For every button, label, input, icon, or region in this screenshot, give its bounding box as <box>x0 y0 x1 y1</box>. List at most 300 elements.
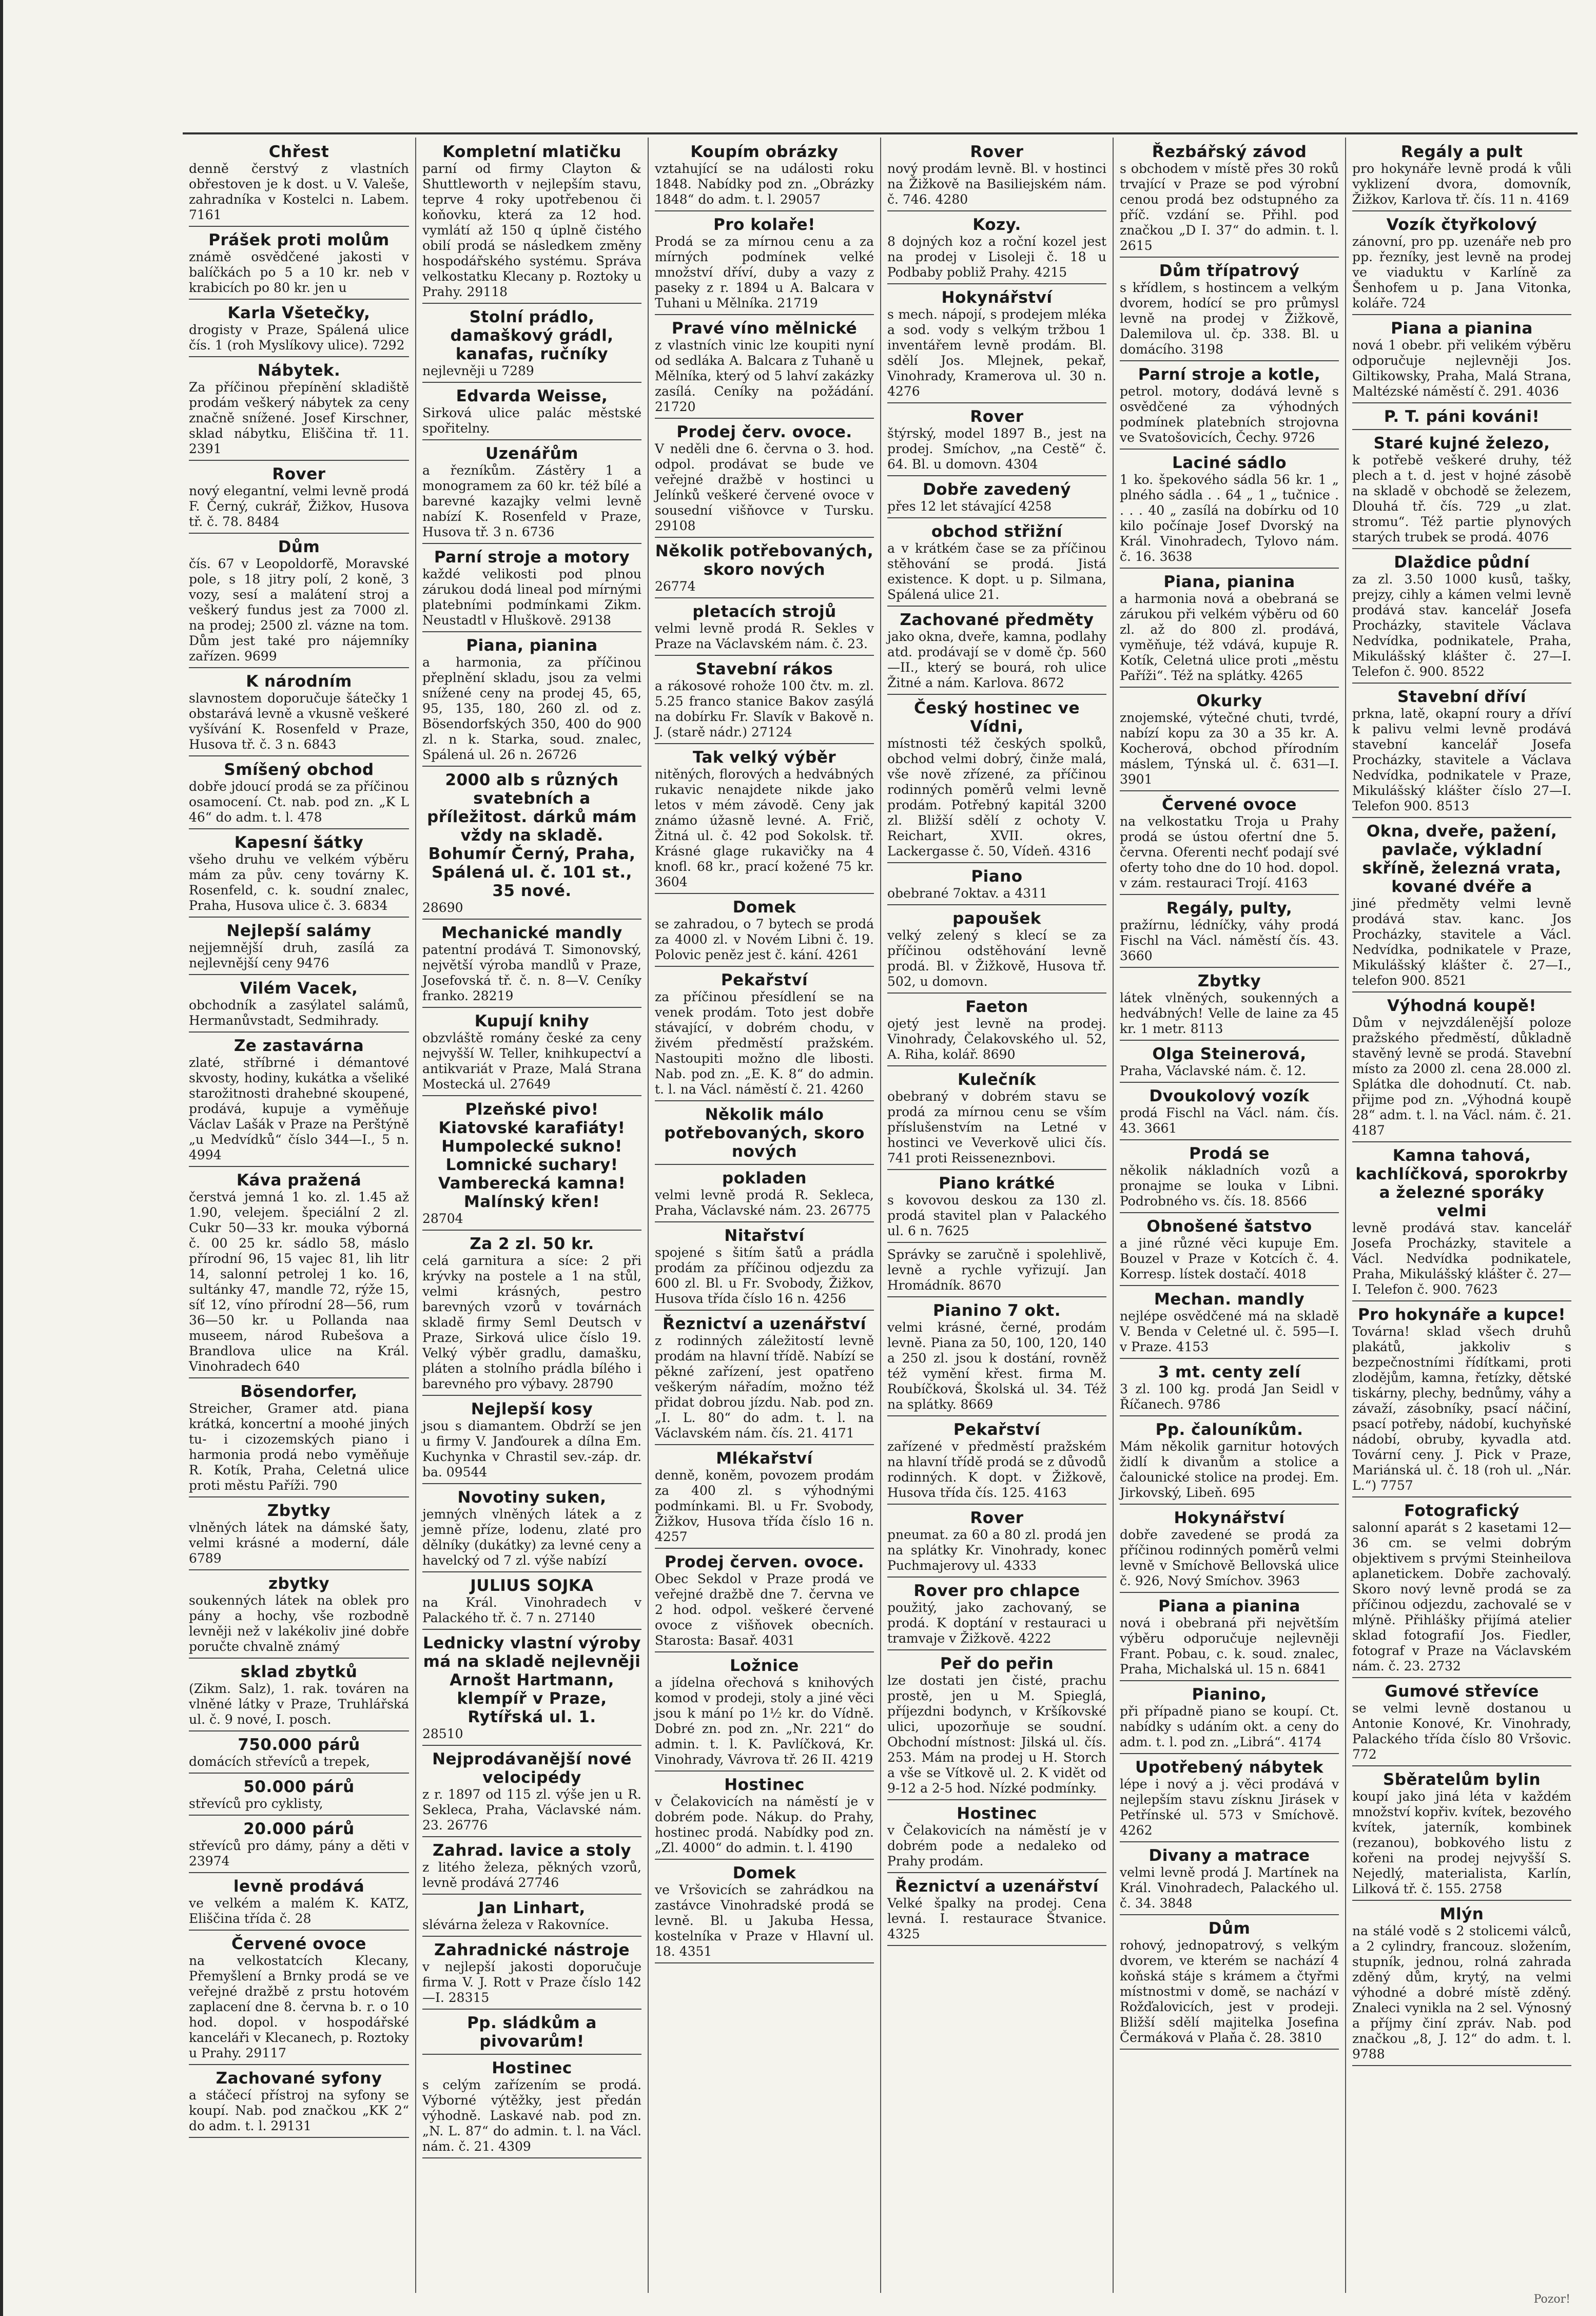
classified-ad <box>1352 1144 1571 1301</box>
page-edge <box>0 0 3 2316</box>
classified-ad <box>655 1224 874 1311</box>
classified-ad <box>1120 260 1339 361</box>
ad-heading: Ložnice <box>730 1657 799 1675</box>
ad-body: velmi levně prodá R. Sekleca, Praha, Václavské nám. 23. 26775 <box>655 1188 874 1218</box>
ad-heading: Koupím obrázky <box>690 143 839 161</box>
ad-heading: Stolní prádlo, damaškový grádl, kanafas, ručníky <box>450 308 614 363</box>
ad-heading: Červené ovoce <box>231 1935 366 1953</box>
ad-heading: Zachované syfony <box>216 2069 382 2088</box>
ad-body: koupí jako jiná léta v každém množství kopřiv. kvítek, bezového kvítek, jaterník, kombinek (rezanou), bobkového listu z kořeni na prodej nejvyšší S. Nejedlý, materialista, Karlín, Lilková tř. č. 155. 2758 <box>1352 1789 1571 1896</box>
ad-body: za zl. 3.50 1000 kusů, tašky, prejzy, cihly a kámen velmi levně prodává stav. kancelář Josefa Procházky, stavitele Václava Nedvídka, podnikatele, Praha, Mikulášský klášter č. 27—I. Telefon č. 900. 8522 <box>1352 572 1571 679</box>
ad-body: nová 1 obebr. při velikém výběru odporučuje nejlevněji Jos. Giltikowsky, Praha, Malá Strana, Maltézské náměstí č. 291. 4036 <box>1352 338 1571 399</box>
footer-stub: Pozor! <box>1533 2293 1570 2306</box>
ad-body: celá garnitura a síce: 2 při krývky na postele a 1 na stůl, velmi krásných, pestro barevných vzorů v továrnách skladě firmy Seml Deutsch v Praze, Sirková ulice číslo 19. Velký výběr gradlu, damašku, pláten a stolního prádla bílého i barevného pro výbavy. 28790 <box>422 1253 641 1391</box>
ad-heading: Prodej červ. ovoce. <box>676 423 852 441</box>
classified-ad <box>1352 317 1571 403</box>
classified-ad <box>1120 1288 1339 1359</box>
ad-heading: K národním <box>246 672 352 691</box>
classified-ad <box>1352 820 1571 992</box>
ad-body: pneumat. za 60 a 80 zl. prodá jen na splátky Kr. Vinohrady, konec Puchmajerovy ul. 4333 <box>887 1527 1106 1573</box>
classified-ad <box>422 141 641 304</box>
ad-heading: Řeznictví a uzenářství <box>895 1877 1099 1896</box>
classified-ad <box>189 536 409 668</box>
classified-ad <box>1352 1680 1571 1766</box>
ad-heading: Ze zastavárna <box>233 1037 364 1055</box>
ad-heading: obchod střižní <box>931 522 1063 541</box>
column-5 <box>1113 138 1345 2293</box>
ad-body: s celým zařízením se prodá. Výborné výtěžky, jest předán výhodně. Laskavé nab. pod zn. „N. L. 87“ do admin. t. l. na Václ. nám. č. 21. 4309 <box>422 2077 641 2154</box>
ad-heading: Řeznictví a uzenářství <box>663 1315 866 1333</box>
ad-heading: Regály a pult <box>1400 143 1523 161</box>
ad-body: a řezníkům. Zástěry 1 a monogramem za 60 kr. též bílé a barevné kazajky velmi levně nabízí K. Rosenfeld v Praze, Husova tř. 3 n. 6736 <box>422 463 641 539</box>
ad-body: lze dostati jen čisté, prachu prostě, jen u M. Spieglá, příjezdni bodynch, v Kršíkovské ulici, upozorňuje se soudní. Obchodní místnost: Jilská ul. čís. 253. Mám na prodej u H. Storch a vše se Vítkově ul. 2. K vidět od 9-12 a 2-5 hod. Nízké podmínky. <box>887 1673 1106 1796</box>
ad-heading: Prášek proti molům <box>208 231 390 249</box>
ad-body: 1 ko. špekového sádla 56 kr. 1 „ plného sádla . . 64 „ 1 „ tučnice . . . . 40 „ zasílá na dobírku od 10 kilo počínaje Josef Dvorský na Král. Vinohradech, Tylovo nám. č. 16. 3638 <box>1120 472 1339 564</box>
classified-ad <box>1352 1768 1571 1901</box>
ad-heading: Kapesní šátky <box>234 833 364 852</box>
classified-ad <box>189 670 409 756</box>
ad-heading: Divany a matrace <box>1149 1846 1310 1865</box>
ad-body: na stálé vodě s 2 stolicemi válců, a 2 cylindry, francouz. složením, stupník, jednou, rolná zahrada zděný dům, krytý, na velmi výhodné a dobré místě zděný. Znaleci vynikla na 2 sel. Výnosný a příjmy činí zpráv. Nab. pod značkou „8, J. 12“ do adm. t. l. 9788 <box>1352 1923 1571 2061</box>
ad-body: známě osvědčené jakosti v balíčkách po 5 a 10 kr. neb v krabicích po 80 kr. jen u <box>189 249 409 295</box>
ad-heading: Několik potřebovaných, skoro nových <box>655 542 874 579</box>
classified-ad <box>887 1507 1106 1578</box>
ad-heading: Zahrad. lavice a stoly <box>432 1841 632 1860</box>
ad-body: nový elegantní, velmi levně prodá F. Černý, cukrář, Žižkov, Husova tř. č. 78. 8484 <box>189 483 409 529</box>
ad-body: všeho druhu ve velkém výběru mám za pův. ceny továrny K. Rosenfeld, c. k. soudní znalec, Praha, Husova ulice č. 3. 6834 <box>189 852 409 913</box>
ad-body: nejlevněji u 7289 <box>422 363 534 378</box>
ad-heading: Piana a pianina <box>1391 319 1533 338</box>
ad-body: Prodá se za mírnou cenu a za mírných podmínek velké množství dříví, duby a vazy z paseky z r. 1894 u A. Balcara v Tuhani u Mělníka. 21719 <box>655 234 874 310</box>
ad-heading: Dům <box>278 538 320 556</box>
ad-body: velmi krásné, černé, prodám levně. Piana za 50, 100, 120, 140 a 250 zl. jsou k dostání, rovněž též vymění křest. firma M. Roubíčková, Školská ul. 34. Též na splátky. 8669 <box>887 1320 1106 1412</box>
ad-heading: Mlýn <box>1439 1905 1484 1923</box>
classified-ad <box>1352 686 1571 818</box>
classified-ad <box>1352 405 1571 430</box>
ad-body: z rodinných záležitostí levně prodám na hlavní třídě. Nabízí se pěkné zařízení, jest opatřeno veškerým nářadím, možno též přidat dobrou jízdu. Nab. pod zn. „I. L. 80“ do adm. t. l. na Václavském nám. čís. 21. 4171 <box>655 1333 874 1441</box>
classified-ad <box>887 697 1106 863</box>
ad-body: Velké špalky na prodej. Cena levná. I. restaurace Štvanice. 4325 <box>887 1896 1106 1941</box>
classified-ad <box>1120 1756 1339 1842</box>
classified-ad <box>1120 1142 1339 1213</box>
ad-body: látek vlněných, soukenných a hedvábných! Velle de laine za 45 kr. 1 metr. 8113 <box>1120 990 1339 1036</box>
ad-body: salonní aparát s 2 kasetami 12—36 cm. se velmi dobrým objektivem s prvými Steinheilova aplanetickem. Dobře zachovalý. Skoro nový levně prodá se za příčinou odjezdu, zachovalé se v mlýně. Přihlášky přijímá atelier sklad fotografií Jos. Fiedler, fotograf v Praze na Václavském nám. č. 23. 2732 <box>1352 1520 1571 1673</box>
ad-body: jiné předměty velmi levně prodává stav. kanc. Jos Procházky, stavitele a Václ. Nedvídka, podnikatele v Praze, Mikulášský klášter č. 27—I., telefon 900. 8521 <box>1352 896 1571 988</box>
ad-body: nitěných, florových a hedvábných rukavic nenajdete nikde jako letos v mém závodě. Ceny jak známo úžasně levné. A. Frič, Žitná ul. č. 42 pod Sokolsk. tř. Krásné glage rukavičky na 4 knofl. 68 kr., prací kožené 75 kr. 3604 <box>655 767 874 889</box>
classified-ad <box>1120 571 1339 688</box>
ad-heading: pletacích strojů <box>692 602 836 621</box>
ad-body: k potřebě veškeré druhy, též plech a t. d. jest v hojné zásobě na skladě v obchodě se železem, Dlouhá tř. čís. 729 „u zlat. stromu“. Též partie plynových starých trubek se prodá. 4076 <box>1352 453 1571 544</box>
ad-body: ve Vršovicích se zahrádkou na zastávce Vinohradské prodá se levně. Bl. u Jakuba Hessa, kostelníka v Praze v Hlavní ul. 18. 4351 <box>655 1882 874 1959</box>
ad-body: a jídelna ořechová s knihových komod v prodeji, stoly a jiné věci jsou k mání po 1½ kr. do Vídně. Dobré zn. pod zn. „Nr. 221“ do admin. t. l. K. Pavlíčková, Kr. Vinohrady, Vávrova tř. 26 II. 4219 <box>655 1675 874 1767</box>
ad-heading: Stavební dříví <box>1397 688 1526 706</box>
classified-ad <box>422 922 641 1008</box>
ad-heading: Vilém Vacek, <box>240 979 358 998</box>
classified-ad <box>189 141 409 227</box>
classified-ad <box>1120 1361 1339 1416</box>
ad-body: zlaté, stříbrné i démantové skvosty, hodiny, kukátka a všeliké starožitnosti drahebné skoupené, prodává, kupuje a vyměňuje Václav Lašák v Praze na Perštýně „u Medvídků“ číslo 344—I., 5 n. 4994 <box>189 1055 409 1162</box>
ad-heading: Chřest <box>268 143 329 161</box>
ad-body: na velkostatku Troja u Prahy prodá se ústou ofertní dne 5. června. Oferenti nechť podají své oferty toho dne do 10 hod. dopol. v zám. restauraci Trojí. 4163 <box>1120 814 1339 890</box>
classified-ad <box>887 996 1106 1066</box>
classified-ad <box>655 896 874 967</box>
ad-heading: Parní stroje a kotle, <box>1138 365 1321 384</box>
ad-body: štýrský, model 1897 B., jest na prodej. Smíchov, „na Cestě“ č. 64. Bl. u domovn. 4304 <box>887 426 1106 472</box>
classified-ad <box>887 141 1106 211</box>
classified-ad <box>422 306 641 383</box>
ad-body: Za příčinou přepínění skladiště prodám veškerý nábytek za ceny značně snížené. Josef Kirschner, sklad nábytku, Eliščina tř. 11. 2391 <box>189 380 409 456</box>
classified-ad <box>422 769 641 920</box>
ad-body: a harmonia nová a obebraná se zárukou při velkém výběru od 60 zl. až do 800 zl. prodává, vyměňuje, též vdává, kupuje R. Kotík, Celetná ulice proti „městu Paříži“. Též na splátky. 4265 <box>1120 591 1339 683</box>
classified-ad <box>655 1447 874 1549</box>
classified-ad <box>189 359 409 461</box>
ad-heading: Kulečník <box>958 1071 1036 1089</box>
ad-body: ve velkém a malém K. KATZ, Eliščina třída č. 28 <box>189 1896 409 1926</box>
ad-heading: Pp. sládkům a pivovarům! <box>467 2014 597 2051</box>
ad-body: velmi levně prodá R. Sekles v Praze na Václavském nám. č. 23. <box>655 621 874 651</box>
ad-body: v Čelakovicích na náměstí je v dobrém pode. Nákup. do Prahy, hostinec prodá. Nabídky pod zn. „Zl. 4000“ do admin. t. l. 4190 <box>655 1794 874 1855</box>
ad-body: použitý, jako zachovaný, se prodá. K doptání v restauraci u tramvaje v Žižkově. 4222 <box>887 1600 1106 1646</box>
ad-body: střevíců pro dámy, pány a děti v 23974 <box>189 1838 409 1869</box>
ad-body: Streicher, Gramer atd. piana krátká, koncertní a moohé jiných tu- i cizozemských piano i harmonia prodá nebo vyměňuje R. Kotík, Praha, Celetná ulice proti městu Paříži. 790 <box>189 1401 409 1493</box>
ad-body: s mech. nápojí, s prodejem mléka a sod. vody s velkým tržbou 1 inventářem levně prodám. Bl. sdělí Jos. Mlejnek, pekař, Vinohrady, Kramerova ul. 30 n. 4276 <box>887 307 1106 399</box>
ad-body: z r. 1897 od 115 zl. výše jen u R. Sekleca, Praha, Václavské nám. 23. 26776 <box>422 1787 641 1833</box>
classified-ad <box>887 286 1106 403</box>
ad-heading: Regály, pulty, <box>1166 899 1293 918</box>
classified-ad <box>189 2067 409 2138</box>
column-3 <box>648 138 880 2293</box>
ad-body: z litého železa, pěkných vzorů, levně prodává 27746 <box>422 1860 641 1890</box>
ad-body: 8 dojných koz a roční kozel jest na prodej v Lisoleji č. 18 u Podbaby pobliž Prahy. 4215 <box>887 234 1106 280</box>
ad-body: na Král. Vinohradech v Palackého tř. č. 7 n. 27140 <box>422 1595 641 1625</box>
classified-ad <box>189 1734 409 1774</box>
ad-body: Obec Sekdol v Praze prodá ve veřejné dražbě dne 7. června ve 2 hod. odpol. veškeré červené ovoce z višňovek obecních. Starosta: Basař. 4031 <box>655 1571 874 1648</box>
ad-body: obzvláště romány české za ceny nejvyšší W. Teller, knihkupectví a antikvariát v Praze, Malá Strana Mostecká ul. 27649 <box>422 1030 641 1092</box>
classified-ad <box>422 546 641 632</box>
classified-ad <box>655 1313 874 1445</box>
classified-ad <box>189 302 409 357</box>
ad-heading: Domek <box>732 1864 796 1882</box>
classified-ad <box>1120 1043 1339 1083</box>
ad-body: prodá Fischl na Václ. nám. čís. 43. 3661 <box>1120 1105 1339 1136</box>
classified-ad <box>887 865 1106 905</box>
ad-heading: Jan Linhart, <box>478 1899 586 1917</box>
ad-heading: levně prodává <box>233 1877 365 1896</box>
ad-heading: Faeton <box>965 998 1028 1016</box>
ad-body: obchodník a zasýlatel salámů, Hermanůvstadt, Sedmihrady. <box>189 998 409 1028</box>
ad-body: petrol. motory, dodává levně s osvědčené za výhodných podmínek platebních strojovna ve Svatošovicích, Čechy. 9726 <box>1120 384 1339 445</box>
ad-heading: Prodá se <box>1189 1144 1270 1163</box>
classified-ad <box>887 1245 1106 1297</box>
ad-body: v nejlepší jakosti doporučuje firma V. J. Rott v Praze číslo 142—I. 28315 <box>422 1959 641 2005</box>
classified-ad <box>1352 995 1571 1142</box>
ad-heading: Pro hokynáře a kupce! <box>1357 1306 1566 1324</box>
classified-ad <box>189 1933 409 2065</box>
ad-heading: Nejlepší kosy <box>471 1400 593 1418</box>
ad-heading: Bösendorfer, <box>240 1383 358 1401</box>
ad-body: 28690 <box>422 900 463 915</box>
classified-ad <box>887 907 1106 994</box>
ad-heading: Edvarda Weisse, <box>456 387 608 405</box>
classified-ad <box>422 1748 641 1837</box>
ad-heading: Piana a pianina <box>1158 1597 1300 1616</box>
ad-heading: papoušek <box>952 909 1041 928</box>
ad-body: za příčinou přesídlení se na venek prodám. Toto jest dobře stávající, v dobrém chodu, v živém předměstí pražském. Nastoupiti možno dle libosti. Nab. pod zn. „E. K. 8“ do admin. t. l. na Václ. náměstí č. 21. 4260 <box>655 989 874 1097</box>
ad-heading: Hostinec <box>492 2059 572 2077</box>
ad-heading: Rover <box>970 407 1024 426</box>
classified-ad <box>1120 690 1339 791</box>
classified-ad <box>1120 1917 1339 2050</box>
classified-ad <box>655 600 874 656</box>
classified-ad <box>1352 1500 1571 1678</box>
ad-heading: Pianino, <box>1192 1685 1267 1704</box>
classified-ad <box>1120 970 1339 1041</box>
ad-body: Mám několik garnitur hotových židlí k divanům a stolice a čalounické stolice na prodej. Em. Jirkovský, Libeň. 695 <box>1120 1439 1339 1500</box>
classified-ad <box>422 1574 641 1630</box>
ad-body: se velmi levně dostanou u Antonie Konové, Kr. Vinohrady, Palackého třída číslo 80 Vršovic. 772 <box>1352 1701 1571 1762</box>
ad-body: jemných vlněných látek a z jemně příze, lodenu, zlaté pro dělníky (dukátky) za levné ceny a havelcký od 7 zl. výše nabízí <box>422 1507 641 1568</box>
ad-heading: Kozy. <box>972 216 1021 234</box>
classified-ad <box>422 442 641 544</box>
classified-ad <box>1352 1903 1571 2066</box>
ad-body: parní od firmy Clayton & Shuttleworth v nejlepším stavu, teprve 4 roky upotřebenou či koňovku, která za 12 hod. vymlátí až 150 q úplně čistého obilí prodá se následkem změny hospodářského systému. Správa velkostatku Klecany p. Roztoky u Prahy. 29118 <box>422 161 641 299</box>
ad-body: nová i obebraná při největším výběru odporučuje nejlevněji Frant. Pobau, c. k. soud. znalec, Praha, Michalská ul. 15 n. 6841 <box>1120 1616 1339 1677</box>
ad-body: jsou s diamantem. Obdrží se jen u firmy V. Janďourek a dílna Em. Kuchynka v Chrastil sev.-záp. dr. ba. 09544 <box>422 1418 641 1480</box>
classified-ad <box>422 1897 641 1937</box>
ad-body: spojené s šitím šatů a prádla prodám za příčinou odjezdu za 600 zl. Bl. u Fr. Svobody, Žižkov, Husova třída číslo 16 n. 4256 <box>655 1245 874 1306</box>
ad-body: slavnostem doporučuje šátečky 1 obstarává levně a vkusně veškeré vyšívání K. Rosenfeld v Praze, Husova tř. č. 3 n. 6843 <box>189 691 409 752</box>
ad-body: každé velikosti pod plnou zárukou dodá lineal pod mírnými platebními podmínkami Zikm. Neustadtl v Hluškově. 29138 <box>422 567 641 628</box>
classified-ad <box>887 1068 1106 1170</box>
ad-heading: Pianino 7 okt. <box>933 1301 1061 1320</box>
ad-heading: Okna, dveře, pažení, pavlače, výkladní skříně, železná vrata, kované dvéře a <box>1362 822 1562 896</box>
ad-heading: Mechanické mandly <box>441 924 622 942</box>
ad-heading: Pravé víno mělnické <box>671 319 858 338</box>
ad-body: obebraný v dobrém stavu se prodá za mírnou cenu se vším příslušenstvím na Letné v hostinci ve Veverkově ulici čís. 741 proti Reisseneznbovi. <box>887 1089 1106 1165</box>
classified-ad <box>189 831 409 918</box>
classified-ad <box>422 2057 641 2158</box>
classified-ad <box>887 609 1106 695</box>
ad-body: znojemské, výtečné chuti, tvrdé, nabízí kopu za 30 a 35 kr. A. Kocherová, obchod přírodním máslem, Týnská ul. č. 631—I. 3901 <box>1120 710 1339 787</box>
classified-ad <box>189 1380 409 1497</box>
classified-ad <box>655 1862 874 1963</box>
ad-heading: Gumové střevíce <box>1385 1682 1539 1701</box>
ad-body: a stáčecí přístroj na syfony se koupí. Nab. pod značkou „KK 2“ do adm. t. l. 29131 <box>189 2088 409 2133</box>
ad-body: z vlastních vinic lze koupiti nyní od sedláka A. Balcara z Tuhaně u Mělníka, který od 5 lahví zakázky zasílá. Ceníky na požádání. 21720 <box>655 338 874 414</box>
ad-heading: sklad zbytků <box>240 1663 358 1681</box>
classified-ad <box>1120 1844 1339 1915</box>
classified-ad <box>887 1652 1106 1800</box>
top-rule <box>183 132 1578 134</box>
ad-body: jako okna, dveře, kamna, podlahy atd. prodávají se v domě čp. 560—II., který se bourá, roh ulice Žitné a nám. Karlova. 8672 <box>887 629 1106 690</box>
classified-ad <box>655 317 874 419</box>
ad-body: Praha, Václavské nám. č. 12. <box>1120 1063 1307 1078</box>
classified-ad <box>189 229 409 300</box>
ad-body: soukenných látek na oblek pro pány a hochy, vše rozbodně levněji než v lakékoliv jiné dobře poručte chvalně známý <box>189 1593 409 1654</box>
classified-columns <box>183 138 1578 2293</box>
ad-heading: Dvoukolový vozík <box>1149 1087 1310 1105</box>
ad-heading: Hostinec <box>957 1804 1037 1823</box>
ad-heading: Nejprodávanější nové velocipédy <box>432 1750 632 1787</box>
classified-ad <box>422 1839 641 1895</box>
ad-body: V neděli dne 6. června o 3. hod. odpol. prodávat se bude ve veřejné dražbě v hostinci u Jelínků veškeré červené ovoce v sousední višňovce v Tursku. 29108 <box>655 441 874 533</box>
ad-body: 28704 <box>422 1211 463 1226</box>
ad-heading: Okurky <box>1196 692 1262 710</box>
ad-body: čís. 67 v Leopoldorfě, Moravské pole, s 18 jitry polí, 2 koně, 3 vozy, sesí a malátení stroj a veškerý fundus jest za 7000 zl. na prodej; 2500 zl. vázne na tom. Dům jest také pro nájemníky zařízen. 9699 <box>189 556 409 664</box>
ad-heading: JULIUS SOJKA <box>470 1577 594 1595</box>
classified-ad <box>422 1233 641 1396</box>
classified-ad <box>1120 897 1339 968</box>
ad-body: nejlépe osvědčené má na skladě V. Benda v Celetné ul. č. 595—I. v Praze. 4153 <box>1120 1309 1339 1354</box>
classified-ad <box>189 758 409 829</box>
classified-ad <box>887 1802 1106 1873</box>
ad-heading: Tak velký výběr <box>692 748 836 767</box>
ad-heading: Obnošené šatstvo <box>1146 1217 1312 1236</box>
classified-ad <box>655 1167 874 1222</box>
classified-ad <box>422 1098 641 1231</box>
ad-heading: Zachované předměty <box>900 611 1094 629</box>
ad-body: nový prodám levně. Bl. v hostinci na Žižkově na Basiliejském nám. č. 746. 4280 <box>887 161 1106 207</box>
classified-ad <box>189 920 409 975</box>
ad-heading: Olga Steinerová, <box>1152 1045 1307 1063</box>
column-4 <box>880 138 1113 2293</box>
ad-body: domácích střevíců a trepek, <box>189 1754 371 1769</box>
ad-heading: Upotřebený nábytek <box>1135 1758 1323 1777</box>
ad-body: zařízené v předměstí pražském na hlavní třídě prodá se z důvodů rodinných. K dopt. v Žižkově, Husova třída čís. 125. 4163 <box>887 1439 1106 1500</box>
classified-ad <box>422 385 641 440</box>
ad-heading: Dobře zavedený <box>922 480 1071 499</box>
classified-ad <box>422 1486 641 1572</box>
ad-heading: Pekařství <box>721 971 808 989</box>
ad-heading: Nejlepší salámy <box>226 922 372 940</box>
column-1 <box>183 138 415 2293</box>
ad-heading: Rover <box>970 1509 1024 1527</box>
classified-ad <box>887 1172 1106 1243</box>
ad-heading: Mechan. mandly <box>1154 1290 1305 1309</box>
ad-heading: Hokynářství <box>941 288 1053 307</box>
ad-heading: 20.000 párů <box>243 1820 355 1838</box>
ad-body: a jiné různé věci kupuje Em. Bouzel v Praze v Kotcích č. 4. Korresp. lístek dostačí. 4018 <box>1120 1236 1339 1281</box>
ad-body: Továrna! sklad všech druhů plakátů, jakkoliv s bezpečnostními řídítkami, proti zlodějům, kamna, řetízky, dětské tiskárny, plechy, bednůmy, váhy a závaží, zásobníky, psací náčiní, psací potřeby, nádobí, kuchyňské nádobí, obruby, kyvadla atd. Tovární ceny. J. Pick v Praze, Mariánská ul. č. 18 (roh ul. „Nár. L.“) 7757 <box>1352 1324 1571 1493</box>
classified-ad <box>189 1035 409 1167</box>
ad-heading: Smíšený obchod <box>224 761 374 779</box>
classified-ad <box>1352 213 1571 315</box>
ad-heading: Piana, pianina <box>466 636 598 655</box>
ad-body: prkna, latě, okapní roury a dříví k palivu velmi levně prodává stavební kancelář Josefa Procházky, stavitele a Václava Nedvídka, podnikatele v Praze, Mikulášský klášter číslo 27—I. Telefon 900. 8513 <box>1352 706 1571 813</box>
ad-body: dobře jdoucí prodá se za příčinou osamocení. Ct. nab. pod zn. „K L 46“ do adm. t. l. 478 <box>189 779 409 825</box>
ad-heading: Kamna tahová, kachlíčková, sporokrby a železné sporáky velmi <box>1355 1146 1568 1220</box>
classified-ad <box>1352 432 1571 549</box>
ad-body: rohový, jednopatrový, s velkým dvorem, ve kterém se nachází 4 koňská stáje s krámem a čtyřmi místnostmi v domě, se nachází v Rožďalovicích, jest v prodeji. Bližší sdělí majitelka Josefina Čermáková v Plaňa č. 28. 3810 <box>1120 1938 1339 2045</box>
ad-heading: Zahradnické nástroje <box>434 1941 630 1959</box>
ad-body: a harmonia, za příčinou přeplnění skladu, jsou za velmi snížené ceny na prodej 45, 65, 95, 135, 180, 260 zl. od z. Bösendorfských 350, 400 do 900 zl. n k. Starka, soud. znalec, Spálená ul. 26 n. 26726 <box>422 655 641 762</box>
ad-heading: Hostinec <box>724 1776 805 1794</box>
ad-heading: 3 mt. centy zelí <box>1158 1363 1301 1381</box>
classified-ad <box>1120 1595 1339 1681</box>
ad-body: s křídlem, s hostincem a velkým dvorem, hodící se pro průmysl levně na prodej v Žižkově, Dalemilova ul. čp. 338. Bl. u domácího. 3198 <box>1120 280 1339 357</box>
classified-ad <box>887 478 1106 518</box>
ad-heading: Káva pražená <box>236 1171 362 1190</box>
ad-body: zánovní, pro pp. uzenáře neb pro pp. řezníky, jest levně na prodej ve viaduktu v Karlíně za Šenhofem u p. Jana Vitonka, koláře. 724 <box>1352 234 1571 310</box>
ad-heading: Pp. čalouníkům. <box>1155 1420 1303 1439</box>
classified-ad <box>1120 1085 1339 1140</box>
ad-body: s obchodem v místě přes 30 roků trvající v Praze se pod výrobní cenou prodá bez odstupného za příč. vzdání se. Přihl. pod značkou „D I. 37“ do admin. t. l. 2615 <box>1120 161 1339 253</box>
ad-body: s kovovou deskou za 130 zl. prodá stavitel plan v Palackého ul. 6 n. 7625 <box>887 1193 1106 1238</box>
classified-ad <box>189 1500 409 1570</box>
classified-ad <box>1120 793 1339 895</box>
ad-heading: Fotografický <box>1404 1502 1520 1520</box>
classified-ad <box>422 634 641 767</box>
ad-heading: 50.000 párů <box>243 1778 355 1796</box>
classified-ad <box>189 1818 409 1873</box>
classified-ad <box>1120 363 1339 450</box>
ad-body: se zahradou, o 7 bytech se prodá za 4000 zl. v Novém Libni č. 19. Polovic peněz jest č. kání. 4261 <box>655 917 874 962</box>
classified-ad <box>1120 1215 1339 1286</box>
ad-body: velký zelený s klecí se za příčinou odstěhování levně prodá. Bl. v Žižkově, Husova tř. 502, u domovn. <box>887 928 1106 989</box>
ad-body: lépe i nový a j. věci prodává v nejlepším stavu získnu Jirásek v Petřínské ul. 573 v Smíchově. 4262 <box>1120 1777 1339 1838</box>
ad-heading: Za 2 zl. 50 kr. <box>470 1235 594 1253</box>
ad-body: 3 zl. 100 kg. prodá Jan Seidl v Říčanech. 9786 <box>1120 1381 1339 1412</box>
ad-body: Dům v nejvzdálenější poloze pražského předměstí, důkladně stavěný levně se prodá. Stavební místo za 2000 zl. cena 28.000 zl. Splátka dle dohodnutí. Ct. nab. přijme pod zn. „Výhodná koupě 28“ adm. t. l. na Václ. nám. č. 21. 4187 <box>1352 1015 1571 1138</box>
ad-body: levně prodává stav. kancelář Josefa Procházky, stavitele a Václ. Nedvídka podnikatele, Praha, Mikulášský klášter č. 27—I. Telefon č. 900. 7623 <box>1352 1220 1571 1297</box>
ad-heading: Několik málo potřebovaných, skoro nových <box>664 1105 865 1161</box>
ad-body: čerstvá jemná 1 ko. zl. 1.45 až 1.90, velejem. špeciální 2 zl. Cukr 50—33 kr. mouka výborná č. 00 25 kr. sádlo 58, máslo přírodní 96, 15 vajec 81, lih litr 14, salonní petrolej 1 ko. 16, sultánky 47, mandle 72, rýže 15, síť 12, víno přírodní 28—56, rum 36—50 kr. u Pollanda naa museem, národ Rubešova a Brandlova ulice na Král. Vinohradech 640 <box>189 1190 409 1374</box>
ad-body: (Zikm. Salz), 1. rak. továren na vlněné látky v Praze, Truhlářská ul. č. 9 nové, I. posch. <box>189 1681 409 1727</box>
ad-heading: Domek <box>732 898 796 917</box>
ad-heading: Vozík čtyřkolový <box>1386 216 1537 234</box>
ad-heading: Rover <box>272 465 326 483</box>
ad-body: nejjemnější druh, zasílá za nejlevnější ceny 9476 <box>189 940 409 970</box>
ad-body: střevíců pro cyklisty, <box>189 1796 323 1811</box>
ad-heading: pokladen <box>722 1169 807 1188</box>
classified-ad <box>1120 1683 1339 1754</box>
ad-heading: Rover <box>970 143 1024 161</box>
classified-ad <box>887 1299 1106 1416</box>
ad-heading: Výhodná koupě! <box>1387 997 1537 1015</box>
classified-ad <box>887 520 1106 607</box>
classified-ad <box>655 746 874 894</box>
ad-body: patentní prodává T. Simonovský, největší výroba mandlů v Praze, Josefovská tř. č. n. 8—V. Ceníky franko. 28219 <box>422 942 641 1003</box>
ad-body: pražírnu, lédníčky, váhy prodá Fischl na Václ. náměstí čís. 43. 3660 <box>1120 918 1339 963</box>
classified-ad <box>1352 551 1571 684</box>
ad-heading: Dlaždice půdní <box>1394 553 1530 572</box>
ad-body: přes 12 let stávající 4258 <box>887 499 1052 514</box>
ad-heading: Laciné sádlo <box>1172 454 1287 472</box>
ad-heading: Plzeňské pivo! Kiatovské karafiáty! Humpolecké sukno! Lomnické suchary! Vamberecká kamna! Malínský křen! <box>438 1100 626 1211</box>
ad-body: v Čelakovicích na náměstí je v dobrém pode a nedaleko od Prahy prodám. <box>887 1823 1106 1869</box>
ad-heading: Prodej červen. ovoce. <box>665 1553 864 1571</box>
classified-ad <box>655 213 874 315</box>
ad-heading: Zbytky <box>267 1502 331 1520</box>
ad-heading: Řezbářský závod <box>1152 143 1307 161</box>
ad-heading: Piano krátké <box>939 1174 1055 1193</box>
ad-body: pro hokynáře levně prodá k vůli vyklizení dvora, domovník, Žižkov, Karlova tř. čís. 11 n. 4169 <box>1352 161 1571 207</box>
ad-heading: zbytky <box>268 1574 330 1593</box>
ad-body: slévárna železa v Rakovníce. <box>422 1917 609 1932</box>
classified-ad <box>655 1551 874 1652</box>
classified-ad <box>655 969 874 1101</box>
ad-heading: Mlékařství <box>716 1449 813 1468</box>
ad-body: Sirková ulice palác městské spořitelny. <box>422 405 641 436</box>
ad-heading: Nitařství <box>724 1227 805 1245</box>
classified-ad <box>189 977 409 1033</box>
column-2 <box>415 138 648 2293</box>
ad-heading: Zbytky <box>1197 972 1261 990</box>
classified-ad <box>1120 1507 1339 1593</box>
classified-ad <box>189 1572 409 1659</box>
classified-ad <box>887 1580 1106 1650</box>
ad-heading: Pro kolaře! <box>713 216 815 234</box>
